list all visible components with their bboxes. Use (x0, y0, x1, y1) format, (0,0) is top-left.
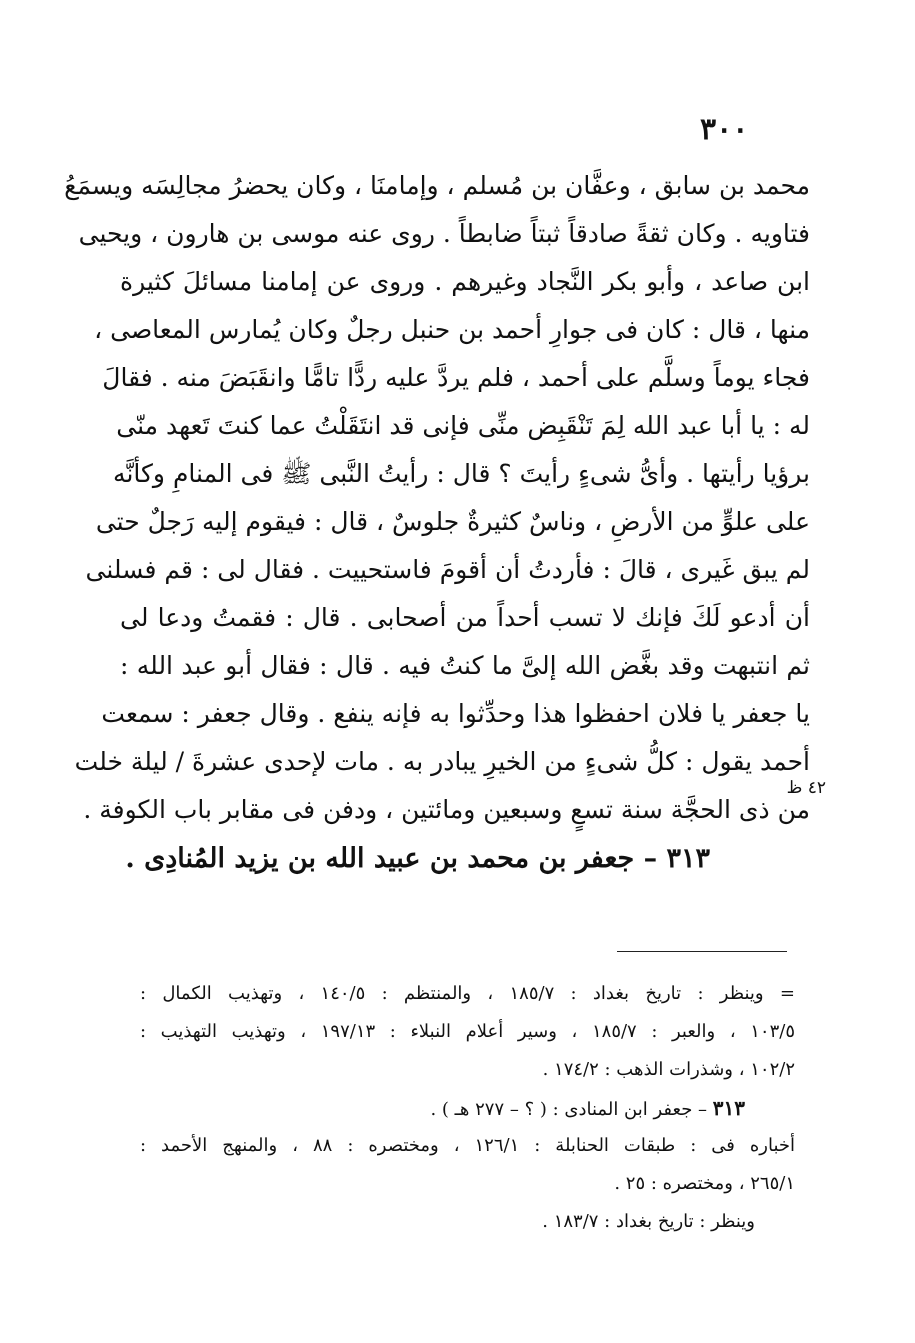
main-text-line: لم يبق غَيرى ، قالَ : فأردتُ أن أقومَ فاستحييت . فقال لى : قم فسلنى (85, 555, 810, 584)
page-number: ٣٠٠ (700, 112, 749, 147)
footnote-see-line: وينظر : تاريخ بغداد : ١٨٣/٧ . (542, 1211, 755, 1232)
footnote-line: ١٠٣/٥ ، والعبر : ١٨٥/٧ ، وسير أعلام النبلاء : ١٩٧/١٣ ، وتهذيب التهذيب : (140, 1021, 795, 1042)
main-text-line: أن أدعو لَكَ فإنك لا تسب أحداً من أصحابى . قال : فقمتُ ودعا لى (120, 603, 810, 632)
main-text-line: منها ، قال : كان فى جوارِ أحمد بن حنبل رجلٌ وكان يُمارس المعاصى ، (94, 315, 810, 344)
main-text-block (64, 162, 810, 884)
main-text-line: محمد بن سابق ، وعفَّان بن مُسلم ، وإمامنَا ، وكان يحضرُ مجالِسَه ويسمَعُ (64, 171, 810, 200)
main-text-line: على علوٍّ من الأرضِ ، وناسٌ كثيرةٌ جلوسٌ ، قال : فيقوم إليه رَجلٌ حتى (95, 507, 810, 536)
footnote-divider (617, 951, 787, 952)
main-text-line: ابن صاعد ، وأبو بكر النَّجاد وغيرهم . وروى عن إمامنا مسائلَ كثيرة (120, 267, 810, 296)
footnote-akhbar-line: ٢٦٥/١ ، ومختصره : ٢٥ . (614, 1173, 795, 1194)
entry-heading: ٣١٣ – جعفر بن محمد بن عبيد الله بن يزيد المُنادِى . (125, 843, 710, 874)
main-text-line: من ذى الحجَّة سنة تسعٍ وسبعين ومائتين ، ودفن فى مقابر باب الكوفة . (83, 795, 810, 824)
main-text-line: برؤيا رأيتها . وأىُّ شىءٍ رأيتَ ؟ قال : رأيتُ النَّبى ﷺ فى المنامِ وكأنَّه (113, 459, 810, 488)
footnote-line: = وينظر : تاريخ بغداد : ١٨٥/٧ ، والمنتظم : ١٤٠/٥ ، وتهذيب الكمال : (140, 983, 795, 1004)
footnote-entry-text: – جعفر ابن المنادى : ( ؟ – ٢٧٧ هـ ) . (430, 1099, 713, 1120)
footnote-entry-line (140, 1089, 795, 1127)
main-text-line: فجاء يوماً وسلَّم على أحمد ، فلم يردَّ عليه ردًّا تامًّا وانقَبَضَ منه . فقالَ (102, 363, 810, 392)
footnote-line: ١٠٢/٢ ، وشذرات الذهب : ١٧٤/٢ . (542, 1059, 795, 1080)
footnotes-block (140, 975, 795, 1241)
main-text-line: يا جعفر يا فلان احفظوا هذا وحدِّثوا به فإنه ينفع . وقال جعفر : سمعت (101, 699, 810, 728)
margin-folio-note: ٤٢ ظ (786, 778, 826, 798)
footnote-entry-number: ٣١٣ (712, 1096, 745, 1120)
main-text-line: فتاويه . وكان ثقةً صادقاً ثبتاً ضابطاً . روى عنه موسى بن هارون ، ويحيى (78, 219, 810, 248)
main-text-line: أحمد يقول : كلُّ شىءٍ من الخيرِ يبادر به . مات لإحدى عشرةَ / ليلة خلت (74, 747, 810, 776)
footnote-akhbar-line: أخباره فى : طبقات الحنابلة : ١٢٦/١ ، ومختصره : ٨٨ ، والمنهج الأحمد : (140, 1135, 795, 1156)
main-text-line: له : يا أبا عبد الله لِمَ تَنْقَبِض منِّى فإنى قد انتَقَلْتُ عما كنتَ تَعهد منّى (116, 411, 810, 440)
main-text-line: ثم انتبهت وقد بغَّض الله إلىَّ ما كنتُ فيه . قال : فقال أبو عبد الله : (120, 651, 810, 680)
